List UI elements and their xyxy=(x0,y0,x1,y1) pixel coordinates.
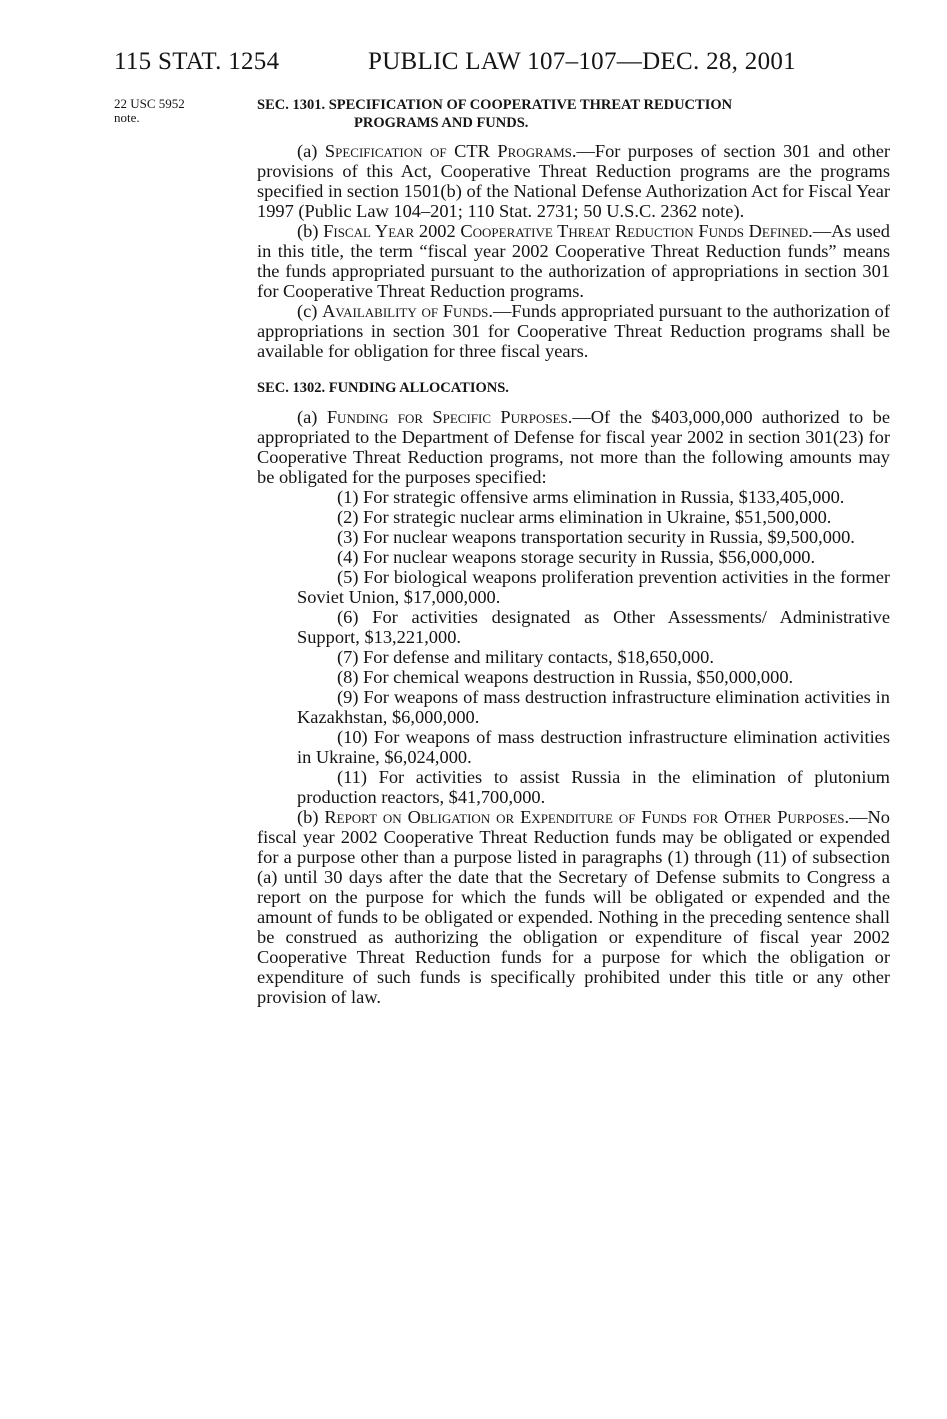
allocation-item: (7) For defense and military contacts, $18,650,000. xyxy=(337,647,714,667)
running-header xyxy=(114,48,796,76)
section-1302-heading: SEC. 1302. FUNDING ALLOCATIONS. xyxy=(257,380,509,396)
allocation-item: (4) For nuclear weapons storage security in Russia, $56,000,000. xyxy=(337,547,816,567)
subsection-caption: Fiscal Year 2002 Cooperative Threat Reduction Funds Defined. xyxy=(323,221,813,241)
margin-note xyxy=(114,97,224,125)
subsection-caption: Specification of CTR Programs. xyxy=(324,141,577,161)
allocation-item: (2) For strategic nuclear arms elimination in Ukraine, $51,500,000. xyxy=(337,507,832,527)
section-1301-subsection-a xyxy=(257,141,890,221)
section-1301-heading xyxy=(257,96,890,132)
allocation-item: (11) For activities to assist Russia in the elimination of plutonium production reactors, $41,700,000. xyxy=(297,767,890,807)
subsection-caption: Report on Obligation or Expenditure of Funds for Other Purposes. xyxy=(324,807,850,827)
subsection-text: —No fiscal year 2002 Cooperative Threat Reduction funds may be obligated or expended for a purpose other than a purpose listed in paragraphs (1) through (11) of subsection (a) until 30 days after the date that the Secretary of Defense submits to Congress a report on the purpose for which the funds will be obligated or expended and the amount of funds to be obligated or expended. Nothing in the preceding sentence shall be construed as authorizing the obligation or expenditure of fiscal year 2002 Cooperative Threat Reduction funds for a purpose for which the obligation or expenditure of such funds is specifically prohibited under this title or any other provision of law. xyxy=(257,807,890,1007)
subsection-text: —For purposes of section 301 and other provisions of this Act, Cooperative Threat Reduction programs are the programs specified in section 1501(b) of the National Defense Authorization Act for Fiscal Year 1997 (Public Law 104–201; 110 Stat. 2731; 50 U.S.C. 2362 note). xyxy=(257,141,890,221)
section-1301-title-line2: PROGRAMS AND FUNDS. xyxy=(354,115,529,131)
section-1302-subsection-a xyxy=(257,407,890,487)
allocation-item: (5) For biological weapons proliferation prevention activities in the former Soviet Union, $17,000,000. xyxy=(297,567,890,607)
subsection-text: —Of the $403,000,000 authorized to be appropriated to the Department of Defense for fiscal year 2002 in section 301(23) for Cooperative Threat Reduction programs, not more than the following amounts may be obligated for the purposes specified: xyxy=(257,407,890,487)
subsection-caption: Availability of Funds. xyxy=(322,301,494,321)
section-1302-subsection-b xyxy=(257,807,890,1007)
subsection-caption: Funding for Specific Purposes. xyxy=(326,407,573,427)
subsection-text: —As used in this title, the term “fiscal year 2002 Cooperative Threat Reduction funds” means the funds appropriated pursuant to the authorization of appropriations in section 301 for Cooperative Threat Reduction programs. xyxy=(257,221,890,301)
subsection-text: —Funds appropriated pursuant to the authorization of appropriations in section 301 for Cooperative Threat Reduction programs shall be available for obligation for three fiscal years. xyxy=(257,301,890,361)
allocation-list xyxy=(257,487,890,807)
subsection-label: (a) xyxy=(297,141,318,161)
section-1301-title-line1: SPECIFICATION OF COOPERATIVE THREAT REDUCTION xyxy=(328,97,733,113)
allocation-item: (6) For activities designated as Other Assessments/ Administrative Support, $13,221,000. xyxy=(297,607,890,647)
stat-page-citation: 115 STAT. 1254 xyxy=(114,48,280,75)
allocation-item: (3) For nuclear weapons transportation security in Russia, $9,500,000. xyxy=(337,527,855,547)
margin-note-usc: 22 USC 5952 xyxy=(114,96,185,111)
allocation-item: (10) For weapons of mass destruction infrastructure elimination activities in Ukraine, $6,024,000. xyxy=(297,727,890,767)
public-law-citation: PUBLIC LAW 107–107—DEC. 28, 2001 xyxy=(368,48,796,75)
section-1301-subsection-b xyxy=(257,221,890,301)
allocation-item: (8) For chemical weapons destruction in Russia, $50,000,000. xyxy=(337,667,794,687)
allocation-item: (9) For weapons of mass destruction infrastructure elimination activities in Kazakhstan, $6,000,000. xyxy=(297,687,890,727)
margin-note-suffix: note. xyxy=(114,110,140,125)
document-body xyxy=(257,96,890,1007)
subsection-label: (b) xyxy=(297,807,319,827)
section-1301-subsection-c xyxy=(257,301,890,361)
subsection-label: (a) xyxy=(297,407,318,427)
section-1301-number: SEC. 1301. xyxy=(257,97,326,113)
subsection-label: (b) xyxy=(297,221,319,241)
allocation-item: (1) For strategic offensive arms elimination in Russia, $133,405,000. xyxy=(337,487,845,507)
subsection-label: (c) xyxy=(297,301,318,321)
